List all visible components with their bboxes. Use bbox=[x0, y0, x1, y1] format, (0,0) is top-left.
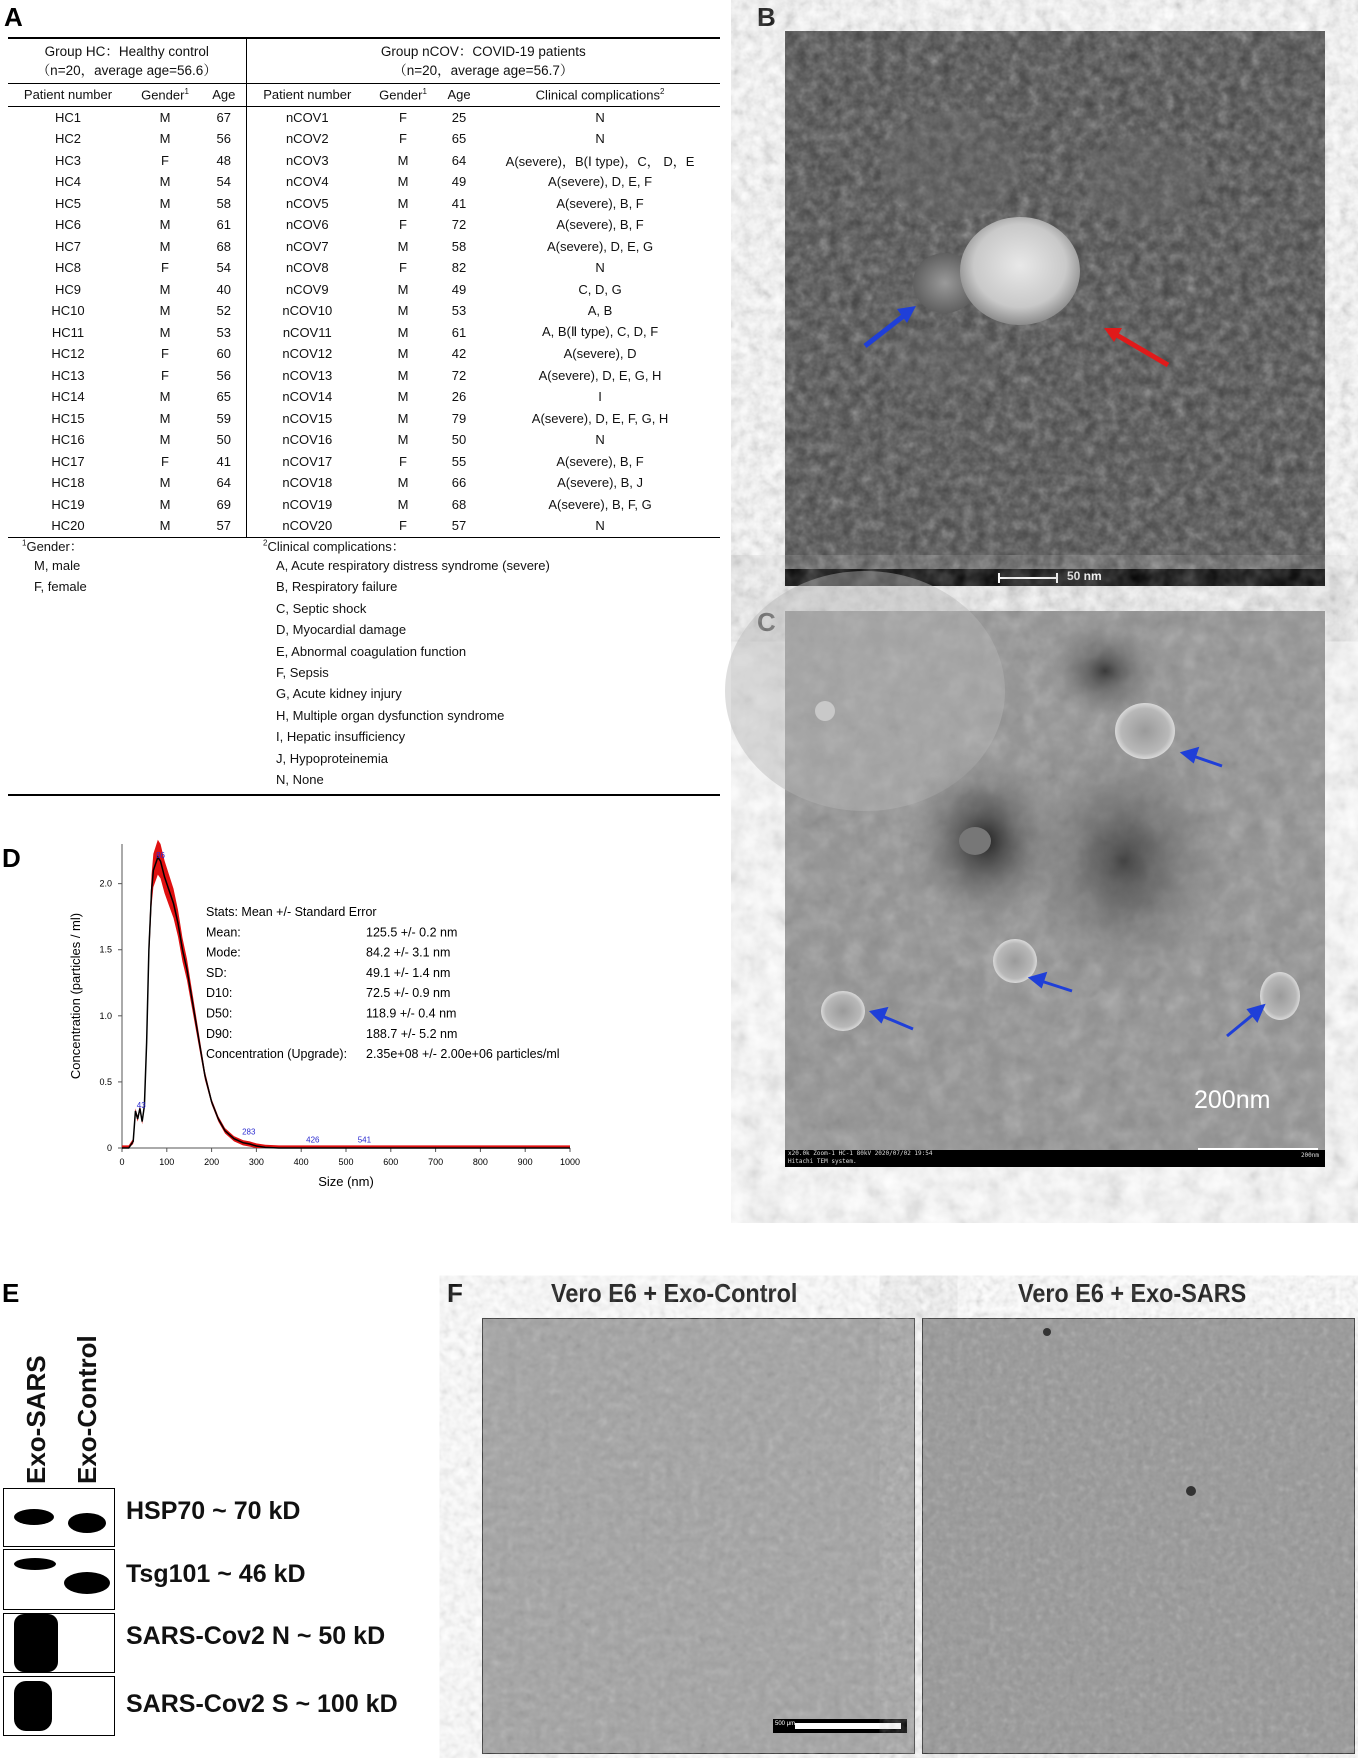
table-row bbox=[8, 300, 720, 322]
table-cell: 49 bbox=[451, 281, 467, 297]
table-cell: F bbox=[161, 346, 169, 362]
table-cell: M bbox=[159, 432, 171, 448]
table-cell: F bbox=[161, 367, 169, 383]
table-cell: HC14 bbox=[51, 389, 85, 405]
table-footnotes bbox=[8, 534, 720, 796]
table-cell: A(severe), B, F bbox=[556, 217, 644, 233]
y-tick-label: 0 bbox=[106, 1143, 112, 1153]
vesicle-c bbox=[821, 991, 865, 1031]
complication-note: J, Hypoproteinemia bbox=[276, 750, 388, 766]
table-row bbox=[8, 150, 720, 172]
table-cell: nCOV16 bbox=[282, 432, 333, 448]
table-cell: A(severe), B, J bbox=[557, 475, 644, 491]
scale-label-c: 200nm bbox=[1194, 1086, 1271, 1114]
table-cell: M bbox=[397, 410, 409, 426]
blot-label-sars-cov2-n: SARS-Cov2 N ~ 50 kD bbox=[126, 1622, 386, 1650]
table-cell: A, B(Ⅱ type), C, D, F bbox=[541, 324, 659, 340]
table-cell: 52 bbox=[202, 300, 246, 322]
table-cell: 65 bbox=[202, 386, 246, 408]
mean-size-line bbox=[122, 857, 570, 1148]
table-cell: 69 bbox=[202, 494, 246, 516]
vero-e6-sars-image bbox=[922, 1318, 1355, 1754]
table-cell: HC12 bbox=[51, 346, 85, 362]
table-cell: 55 bbox=[451, 453, 467, 469]
peak-label: 426 bbox=[306, 1135, 320, 1145]
x-tick-label: 400 bbox=[293, 1157, 309, 1167]
table-cell: F bbox=[161, 453, 169, 469]
table-cell: HC1 bbox=[54, 109, 81, 125]
y-tick-label: 0.5 bbox=[99, 1076, 112, 1087]
peak-label: 86 bbox=[156, 851, 165, 861]
blot-label-hsp70: HSP70 ~ 70 kD bbox=[126, 1497, 301, 1525]
table-cell: A(severe), B, F bbox=[556, 453, 644, 469]
table-cell: 64 bbox=[202, 472, 246, 494]
table-cell: M bbox=[397, 303, 409, 319]
table-cell: nCOV4 bbox=[285, 174, 329, 190]
table-cell: HC11 bbox=[51, 324, 85, 340]
sars-cell-graphic bbox=[923, 1319, 1354, 1753]
y-axis-label: Concentration (particles / ml) bbox=[68, 912, 83, 1080]
table-cell: 65 bbox=[451, 131, 467, 147]
complication-note: F, Sepsis bbox=[276, 665, 329, 680]
vesicle-c bbox=[1260, 972, 1300, 1020]
table-cell: 41 bbox=[202, 451, 246, 473]
x-tick-label: 0 bbox=[119, 1157, 125, 1167]
table-row bbox=[8, 214, 720, 236]
table-cell: F bbox=[399, 217, 407, 233]
panel-f-right-title: Vero E6 + Exo-SARS bbox=[1018, 1278, 1247, 1308]
table-cell: F bbox=[399, 131, 407, 147]
table-cell: 59 bbox=[202, 408, 246, 430]
complication-note: B, Respiratory failure bbox=[276, 579, 398, 595]
table-cell: M bbox=[397, 367, 409, 383]
table-cell: HC19 bbox=[51, 496, 85, 512]
table-cell: HC7 bbox=[54, 238, 81, 254]
table-cell: M bbox=[159, 238, 171, 254]
table-cell: HC5 bbox=[54, 195, 81, 211]
table-cell: nCOV20 bbox=[282, 518, 333, 534]
table-cell: 50 bbox=[451, 432, 467, 448]
table-cell: M bbox=[159, 475, 171, 491]
table-cell: 64 bbox=[451, 152, 467, 168]
tem-b-graphic bbox=[785, 31, 1325, 586]
table-cell: M bbox=[397, 475, 409, 491]
table-cell: 58 bbox=[451, 238, 467, 254]
table-row bbox=[8, 343, 720, 365]
peak-label: 43 bbox=[136, 1100, 146, 1110]
table-cell: I bbox=[598, 389, 602, 405]
table-row bbox=[8, 365, 720, 387]
table-cell: 58 bbox=[202, 193, 246, 215]
y-tick-label: 1.5 bbox=[99, 944, 112, 955]
gender-note: M, male bbox=[34, 558, 81, 573]
table-cell: F bbox=[161, 260, 169, 276]
complication-note: N, None bbox=[276, 772, 324, 787]
stats-label: D90: bbox=[206, 1026, 233, 1041]
y-tick-label: 1.0 bbox=[99, 1010, 112, 1021]
table-cell: 68 bbox=[202, 236, 246, 258]
blot-label-sars-cov2-s: SARS-Cov2 S ~ 100 kD bbox=[126, 1690, 398, 1718]
table-cell: C, D, G bbox=[578, 281, 622, 297]
table-cell: HC10 bbox=[51, 303, 85, 319]
table-row bbox=[8, 472, 720, 494]
table-cell: A(severe), D, E, F bbox=[548, 174, 653, 190]
tem-footer-c: x20.0k Zoom-1 HC-1 80kV 2020/07/02 19:54 Hitachi TEM system. 200nm bbox=[785, 1150, 1325, 1167]
table-cell: 61 bbox=[202, 214, 246, 236]
table-cell: nCOV10 bbox=[282, 303, 333, 319]
table-cell: HC9 bbox=[54, 281, 81, 297]
col-header-complications: Clinical complications$^2$ bbox=[535, 87, 665, 103]
x-tick-label: 800 bbox=[472, 1157, 488, 1167]
table-cell: M bbox=[397, 281, 409, 297]
table-cell: HC6 bbox=[54, 217, 81, 233]
x-tick-label: 600 bbox=[383, 1157, 399, 1167]
patient-table bbox=[8, 37, 720, 538]
blot-sars-cov2-s bbox=[3, 1676, 115, 1736]
table-cell: A, B bbox=[587, 303, 613, 319]
panel-label-b: B bbox=[757, 2, 776, 32]
panel-label-c: C bbox=[757, 607, 776, 637]
table-cell: HC8 bbox=[54, 260, 81, 276]
exosome-vesicle-b bbox=[960, 217, 1080, 325]
x-tick-label: 700 bbox=[428, 1157, 444, 1167]
x-tick-label: 500 bbox=[338, 1157, 354, 1167]
table-cell: F bbox=[399, 109, 407, 125]
blot-label-tsg101: Tsg101 ~ 46 kD bbox=[126, 1560, 306, 1588]
table-cell: 68 bbox=[451, 496, 467, 512]
table-row bbox=[8, 386, 720, 408]
col-header-age-hc: Age bbox=[202, 84, 246, 107]
table-cell: M bbox=[397, 346, 409, 362]
panel-f-left-title: Vero E6 + Exo-Control bbox=[551, 1278, 798, 1308]
table-cell: M bbox=[397, 174, 409, 190]
table-cell: M bbox=[159, 324, 171, 340]
table-cell: HC15 bbox=[51, 410, 85, 426]
stats-label: SD: bbox=[206, 965, 227, 980]
table-cell: F bbox=[399, 453, 407, 469]
table-cell: 67 bbox=[202, 106, 246, 128]
table-cell: M bbox=[159, 131, 171, 147]
table-row bbox=[8, 451, 720, 473]
table-cell: 66 bbox=[451, 475, 467, 491]
table-row bbox=[8, 106, 720, 128]
table-row bbox=[8, 236, 720, 258]
table-cell: M bbox=[159, 109, 171, 125]
table-cell: nCOV9 bbox=[285, 281, 329, 297]
nta-chart-svg bbox=[70, 836, 610, 1196]
stats-label: Concentration (Upgrade): bbox=[206, 1047, 348, 1062]
table-cell: nCOV1 bbox=[285, 109, 329, 125]
table-cell: HC18 bbox=[51, 475, 85, 491]
peak-label: 283 bbox=[242, 1127, 256, 1137]
error-band bbox=[122, 840, 570, 1148]
x-tick-label: 1000 bbox=[559, 1157, 581, 1167]
table-cell: 40 bbox=[202, 279, 246, 301]
table-cell: M bbox=[159, 496, 171, 512]
table-cell: F bbox=[161, 152, 169, 168]
table-cell: 53 bbox=[451, 303, 467, 319]
table-cell: nCOV5 bbox=[285, 195, 329, 211]
table-cell: F bbox=[399, 518, 407, 534]
table-cell: nCOV13 bbox=[282, 367, 333, 383]
scale-bar-f bbox=[795, 1723, 901, 1729]
vesicle-c bbox=[1115, 703, 1175, 759]
table-cell: 41 bbox=[451, 195, 467, 211]
table-cell: M bbox=[159, 303, 171, 319]
table-cell: A(severe), D, E, G, H bbox=[538, 367, 662, 383]
table-cell: 60 bbox=[202, 343, 246, 365]
table-cell: nCOV7 bbox=[285, 238, 329, 254]
blot-hsp70 bbox=[3, 1488, 115, 1547]
panel-label-f: F bbox=[447, 1278, 463, 1308]
table-cell: 49 bbox=[451, 174, 467, 190]
table-cell: 72 bbox=[451, 367, 467, 383]
table-cell: HC13 bbox=[51, 367, 85, 383]
panel-label-e: E bbox=[2, 1278, 20, 1308]
table-cell: 57 bbox=[451, 518, 467, 534]
table-cell: nCOV19 bbox=[282, 496, 333, 512]
col-header-gender-ncov: Gender$^1$ bbox=[379, 87, 427, 103]
table-cell: A(severe)，B(Ⅰ type)，C， D，E bbox=[505, 153, 695, 169]
table-cell: A(severe), D, E, F, G, H bbox=[531, 410, 669, 426]
complication-note: I, Hepatic insufficiency bbox=[276, 729, 406, 745]
table-cell: A(severe), D bbox=[563, 346, 637, 362]
table-cell: 50 bbox=[202, 429, 246, 451]
table-cell: F bbox=[399, 260, 407, 276]
complications-note-title: $^2$Clinical complications： bbox=[263, 538, 405, 554]
table-row bbox=[8, 429, 720, 451]
complication-note: D, Myocardial damage bbox=[276, 622, 407, 638]
table-cell: M bbox=[397, 324, 409, 340]
table-cell: 42 bbox=[451, 346, 467, 362]
complication-note: H, Multiple organ dysfunction syndrome bbox=[276, 707, 505, 723]
table-cell: 79 bbox=[451, 410, 467, 426]
table-row bbox=[8, 171, 720, 193]
table-cell: 48 bbox=[202, 150, 246, 172]
table-cell: nCOV15 bbox=[282, 410, 333, 426]
table-cell: nCOV6 bbox=[285, 217, 329, 233]
scale-strip-f: 500 μm bbox=[773, 1719, 907, 1733]
table-cell: HC4 bbox=[54, 174, 81, 190]
lane-label-exo-control: Exo-Control bbox=[72, 1335, 102, 1484]
tem-image-b bbox=[785, 31, 1325, 586]
panel-label-d: D bbox=[2, 843, 21, 873]
col-header-gender-hc: Gender$^1$ bbox=[141, 87, 189, 103]
table-cell: 25 bbox=[451, 109, 467, 125]
table-row bbox=[8, 193, 720, 215]
col-header-patient-hc: Patient number bbox=[23, 87, 113, 103]
table-cell: M bbox=[397, 496, 409, 512]
table-cell: HC16 bbox=[51, 432, 85, 448]
table-cell: N bbox=[595, 518, 605, 534]
stats-value: 2.35e+08 +/- 2.00e+06 particles/ml bbox=[366, 1047, 560, 1062]
group-ncov-header: Group nCOV：COVID-19 patients （n=20，average age=56.7） bbox=[380, 44, 586, 78]
table-cell: N bbox=[595, 131, 605, 147]
col-header-patient-ncov: Patient number bbox=[263, 87, 352, 103]
table-row bbox=[8, 279, 720, 301]
table-cell: N bbox=[595, 109, 605, 125]
table-row bbox=[8, 322, 720, 344]
table-cell: nCOV11 bbox=[282, 324, 332, 340]
table-cell: 56 bbox=[202, 365, 246, 387]
table-cell: nCOV2 bbox=[285, 131, 329, 147]
stats-label: Mean: bbox=[206, 925, 241, 940]
table-cell: M bbox=[159, 281, 171, 297]
complication-note: C, Septic shock bbox=[276, 600, 367, 616]
complication-note: E, Abnormal coagulation function bbox=[276, 643, 467, 659]
stats-value: 84.2 +/- 3.1 nm bbox=[366, 945, 451, 960]
table-cell: 26 bbox=[451, 389, 467, 405]
table-cell: 54 bbox=[202, 257, 246, 279]
table-cell: 57 bbox=[202, 515, 246, 537]
table-cell: nCOV8 bbox=[285, 260, 329, 276]
table-cell: 82 bbox=[451, 260, 467, 276]
control-cell-graphic bbox=[483, 1319, 914, 1753]
x-tick-label: 100 bbox=[159, 1157, 175, 1167]
nta-size-distribution-chart bbox=[70, 836, 610, 1196]
panel-label-a: A bbox=[4, 2, 23, 32]
tem-c-graphic bbox=[785, 611, 1325, 1167]
table-cell: A(severe), D, E, G bbox=[546, 238, 654, 254]
table-row bbox=[8, 494, 720, 516]
lane-label-exo-sars: Exo-SARS bbox=[21, 1355, 51, 1484]
table-cell: M bbox=[159, 195, 171, 211]
vero-e6-control-image bbox=[482, 1318, 915, 1754]
table-cell: HC3 bbox=[54, 152, 81, 168]
scale-label-b: 50 nm bbox=[1067, 569, 1102, 583]
x-tick-label: 900 bbox=[517, 1157, 533, 1167]
table-cell: 56 bbox=[202, 128, 246, 150]
stats-label: Mode: bbox=[206, 945, 241, 960]
table-cell: A(severe), B, F bbox=[556, 195, 644, 211]
stats-value: 188.7 +/- 5.2 nm bbox=[366, 1026, 458, 1041]
tem-image-c bbox=[785, 611, 1325, 1167]
group-hc-header: Group HC：Healthy control （n=20，average age=56.6） bbox=[8, 38, 246, 84]
stats-value: 49.1 +/- 1.4 nm bbox=[366, 965, 451, 980]
x-axis-label: Size (nm) bbox=[318, 1174, 374, 1189]
stats-value: 72.5 +/- 0.9 nm bbox=[366, 986, 451, 1001]
peak-label: 541 bbox=[357, 1135, 372, 1145]
table-cell: HC20 bbox=[51, 518, 85, 534]
table-cell: M bbox=[397, 389, 409, 405]
col-header-age-ncov: Age bbox=[447, 87, 471, 103]
table-cell: nCOV14 bbox=[282, 389, 333, 405]
blot-tsg101 bbox=[3, 1549, 115, 1610]
table-cell: N bbox=[595, 260, 605, 276]
table-cell: M bbox=[397, 152, 409, 168]
vesicle-c bbox=[993, 939, 1037, 983]
table-cell: A(severe), B, F, G bbox=[548, 496, 652, 512]
table-cell: M bbox=[159, 174, 171, 190]
table-cell: nCOV12 bbox=[282, 346, 333, 362]
gender-note: F, female bbox=[34, 579, 87, 594]
table-cell: M bbox=[159, 410, 171, 426]
table-row bbox=[8, 257, 720, 279]
stats-label: Stats: Mean +/- Standard Error bbox=[206, 905, 377, 919]
table-cell: nCOV18 bbox=[282, 475, 333, 491]
table-cell: HC17 bbox=[51, 453, 85, 469]
table-cell: M bbox=[397, 432, 409, 448]
table-cell: nCOV17 bbox=[282, 453, 333, 469]
stats-value: 125.5 +/- 0.2 nm bbox=[366, 925, 458, 940]
y-tick-label: 2.0 bbox=[99, 878, 112, 889]
gender-note-title: $^1$Gender： bbox=[22, 538, 83, 554]
table-cell: M bbox=[159, 389, 171, 405]
table-cell: 72 bbox=[451, 217, 467, 233]
table-cell: M bbox=[159, 518, 171, 534]
stats-label: D50: bbox=[206, 1006, 233, 1021]
table-cell: 54 bbox=[202, 171, 246, 193]
complication-note: A, Acute respiratory distress syndrome (severe) bbox=[276, 558, 550, 573]
complication-note: G, Acute kidney injury bbox=[276, 686, 402, 702]
table-cell: 61 bbox=[451, 324, 467, 340]
table-row bbox=[8, 408, 720, 430]
table-cell: nCOV3 bbox=[285, 152, 329, 168]
table-cell: 53 bbox=[202, 322, 246, 344]
x-tick-label: 200 bbox=[204, 1157, 220, 1167]
table-cell: M bbox=[397, 238, 409, 254]
table-cell: HC2 bbox=[54, 131, 81, 147]
stats-label: D10: bbox=[206, 986, 233, 1001]
x-tick-label: 300 bbox=[248, 1157, 264, 1167]
table-cell: M bbox=[397, 195, 409, 211]
stats-value: 118.9 +/- 0.4 nm bbox=[366, 1006, 457, 1021]
scale-bar-b bbox=[998, 577, 1058, 579]
table-cell: N bbox=[595, 432, 605, 448]
table-cell: M bbox=[159, 217, 171, 233]
table-row bbox=[8, 128, 720, 150]
blot-sars-cov2-n bbox=[3, 1613, 115, 1673]
